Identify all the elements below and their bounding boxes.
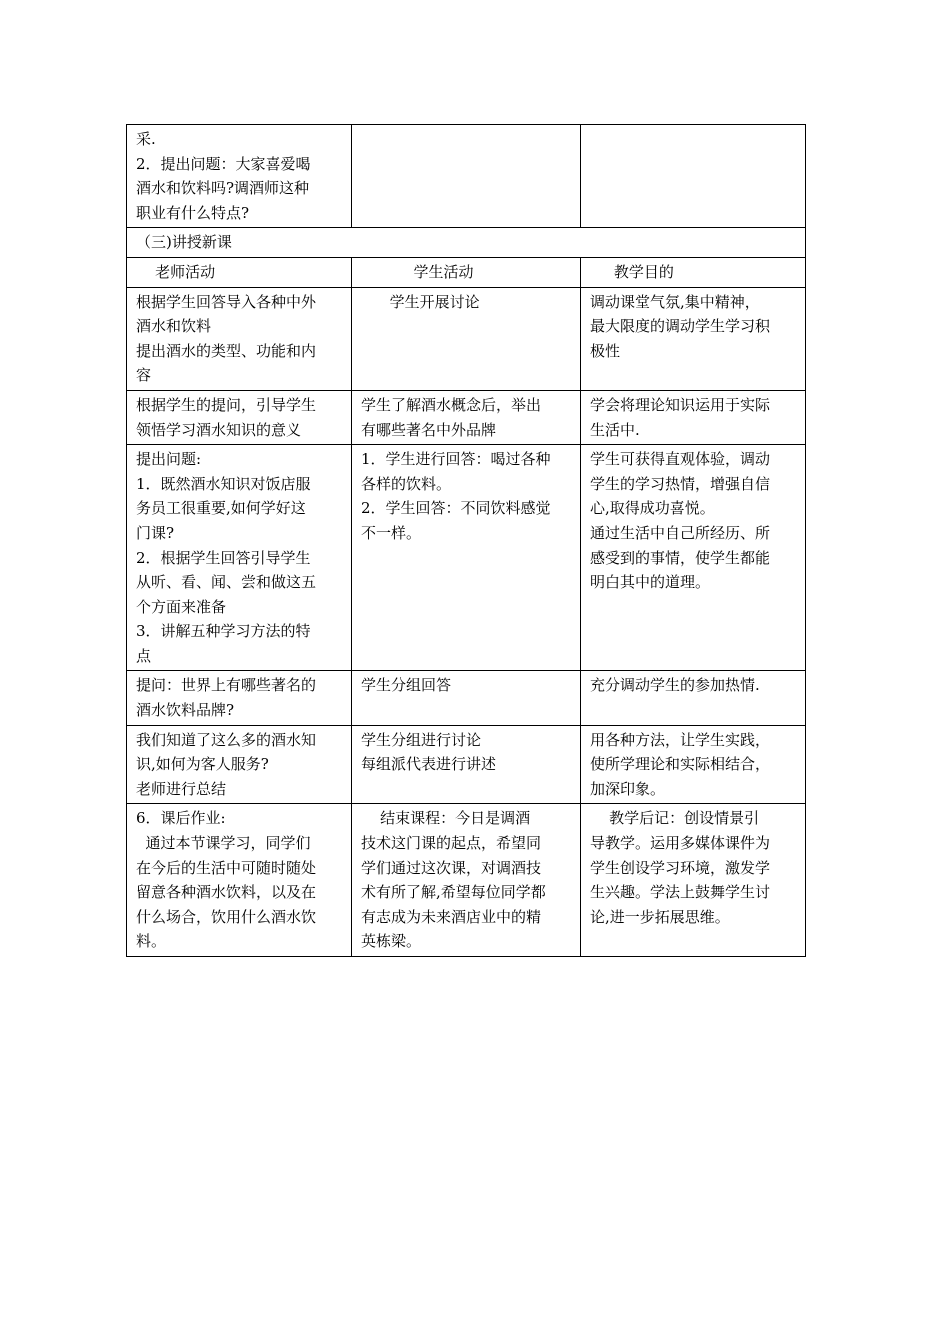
- student-cell: [352, 804, 581, 957]
- cell-text-line: 职业有什么特点?: [136, 203, 250, 222]
- table-row: [127, 125, 806, 228]
- cell-text-line: 教学后记：创设情景引: [590, 809, 760, 828]
- table-row: [127, 287, 806, 390]
- teacher-cell: [127, 804, 352, 957]
- cell-text-line: 明白其中的道理。: [590, 573, 711, 592]
- cell-text-line: 学生开展讨论: [361, 292, 480, 311]
- purpose-cell: [581, 445, 806, 671]
- header-purpose: 教学目的: [581, 257, 806, 287]
- cell-text-line: 充分调动学生的参加热情.: [590, 676, 760, 695]
- header-teacher: 老师活动: [127, 257, 352, 287]
- cell-text-line: 1．既然酒水知识对饭店服: [136, 474, 311, 493]
- cell-text-line: 学生的学习热情，增强自信: [590, 474, 771, 493]
- cell-text-line: 学生了解酒水概念后，举出: [361, 395, 542, 414]
- cell-text-line: 2．学生回答：不同饮料感觉: [361, 499, 551, 518]
- cell-text-line: 在今后的生活中可随时随处: [136, 858, 317, 877]
- cell-text-line: 务员工很重要,如何学好这: [136, 499, 306, 518]
- student-cell: [352, 671, 581, 725]
- cell-text-line: 学会将理论知识运用于实际: [590, 395, 771, 414]
- table-row: [127, 390, 806, 444]
- student-cell: [352, 287, 581, 390]
- cell-text-line: 酒水饮料品牌?: [136, 701, 235, 720]
- cell-text-line: 识,如何为客人服务?: [136, 755, 269, 774]
- teacher-cell: [127, 287, 352, 390]
- cell-text-line: 提出问题:: [136, 450, 202, 469]
- header-student: 学生活动: [352, 257, 581, 287]
- cell-text-line: 6．课后作业:: [136, 809, 226, 828]
- student-cell: [352, 725, 581, 804]
- cell-text-line: 根据学生的提问，引导学生: [136, 395, 317, 414]
- purpose-cell: [581, 804, 806, 957]
- cell-text-line: 3．讲解五种学习方法的特: [136, 622, 311, 641]
- purpose-cell: [581, 125, 806, 228]
- cell-text-line: 调动课堂气氛,集中精神，: [590, 292, 760, 311]
- cell-text-line: 不一样。: [361, 523, 422, 542]
- cell-text-line: 老师进行总结: [136, 779, 227, 798]
- cell-text-line: 英栋梁。: [361, 932, 422, 951]
- cell-text-line: 点: [136, 646, 152, 665]
- student-cell: [352, 125, 581, 228]
- cell-text-line: 领悟学习酒水知识的意义: [136, 420, 302, 439]
- cell-text-line: 论,进一步拓展思维。: [590, 907, 730, 926]
- teacher-cell: [127, 125, 352, 228]
- cell-text-line: 学们通过这次课，对调酒技: [361, 858, 542, 877]
- cell-text-line: 生兴趣。学法上鼓舞学生讨: [590, 883, 771, 902]
- student-cell: [352, 390, 581, 444]
- cell-text-line: 酒水和饮料: [136, 317, 212, 336]
- cell-text-line: 酒水和饮料吗?调酒师这种: [136, 179, 310, 198]
- header-row: [127, 257, 806, 287]
- cell-text-line: 通过本节课学习，同学们: [136, 834, 311, 853]
- teacher-cell: [127, 390, 352, 444]
- cell-text-line: 从听、看、闻、尝和做这五: [136, 573, 317, 592]
- purpose-cell: [581, 287, 806, 390]
- cell-text-line: 1．学生进行回答：喝过各种: [361, 450, 551, 469]
- cell-text-line: 感受到的事情，使学生都能: [590, 548, 771, 567]
- section-title-row: [127, 228, 806, 258]
- cell-text-line: 生活中.: [590, 420, 640, 439]
- cell-text-line: 提出酒水的类型、功能和内: [136, 341, 317, 360]
- cell-text-line: 用各种方法，让学生实践，: [590, 730, 771, 749]
- teacher-cell: [127, 671, 352, 725]
- cell-text-line: 极性: [590, 341, 621, 360]
- cell-text-line: 最大限度的调动学生学习积: [590, 317, 771, 336]
- cell-text-line: 导教学。运用多媒体课件为: [590, 834, 771, 853]
- teacher-cell: [127, 445, 352, 671]
- cell-text-line: 技术这门课的起点，希望同: [361, 834, 542, 853]
- cell-text-line: 术有所了解,希望每位同学都: [361, 883, 546, 902]
- cell-text-line: 各样的饮料。: [361, 474, 452, 493]
- cell-text-line: 有哪些著名中外品牌: [361, 420, 497, 439]
- cell-text-line: 通过生活中自己所经历、所: [590, 523, 771, 542]
- cell-text-line: 结束课程：今日是调酒: [361, 809, 531, 828]
- purpose-cell: [581, 725, 806, 804]
- cell-text-line: 提问：世界上有哪些著名的: [136, 676, 317, 695]
- cell-text-line: 留意各种酒水饮料，以及在: [136, 883, 317, 902]
- table-row: [127, 445, 806, 671]
- table-row: [127, 671, 806, 725]
- cell-text-line: 容: [136, 366, 152, 385]
- table-row: [127, 725, 806, 804]
- purpose-cell: [581, 390, 806, 444]
- cell-text-line: 使所学理论和实际相结合，: [590, 755, 771, 774]
- cell-text-line: 个方面来准备: [136, 597, 227, 616]
- cell-text-line: 学生创设学习环境，激发学: [590, 858, 771, 877]
- cell-text-line: 学生分组回答: [361, 676, 452, 695]
- table-row: [127, 804, 806, 957]
- cell-text-line: 2．提出问题：大家喜爱喝: [136, 154, 311, 173]
- cell-text-line: 什么场合，饮用什么酒水饮: [136, 907, 317, 926]
- cell-text-line: 学生分组进行讨论: [361, 730, 482, 749]
- cell-text-line: 料。: [136, 932, 167, 951]
- section-title: （三)讲授新课: [127, 228, 806, 258]
- cell-text-line: 门课?: [136, 523, 175, 542]
- cell-text-line: 加深印象。: [590, 779, 666, 798]
- lesson-plan-table: [126, 124, 806, 957]
- teacher-cell: [127, 725, 352, 804]
- cell-text-line: 采.: [136, 130, 156, 148]
- cell-text-line: 根据学生回答导入各种中外: [136, 292, 317, 311]
- cell-text-line: 学生可获得直观体验，调动: [590, 450, 771, 469]
- cell-text-line: 我们知道了这么多的酒水知: [136, 730, 317, 749]
- cell-text-line: 心,取得成功喜悦。: [590, 499, 715, 518]
- cell-text-line: 2．根据学生回答引导学生: [136, 548, 311, 567]
- student-cell: [352, 445, 581, 671]
- cell-text-line: 每组派代表进行讲述: [361, 755, 497, 774]
- cell-text-line: 有志成为未来酒店业中的精: [361, 907, 542, 926]
- purpose-cell: [581, 671, 806, 725]
